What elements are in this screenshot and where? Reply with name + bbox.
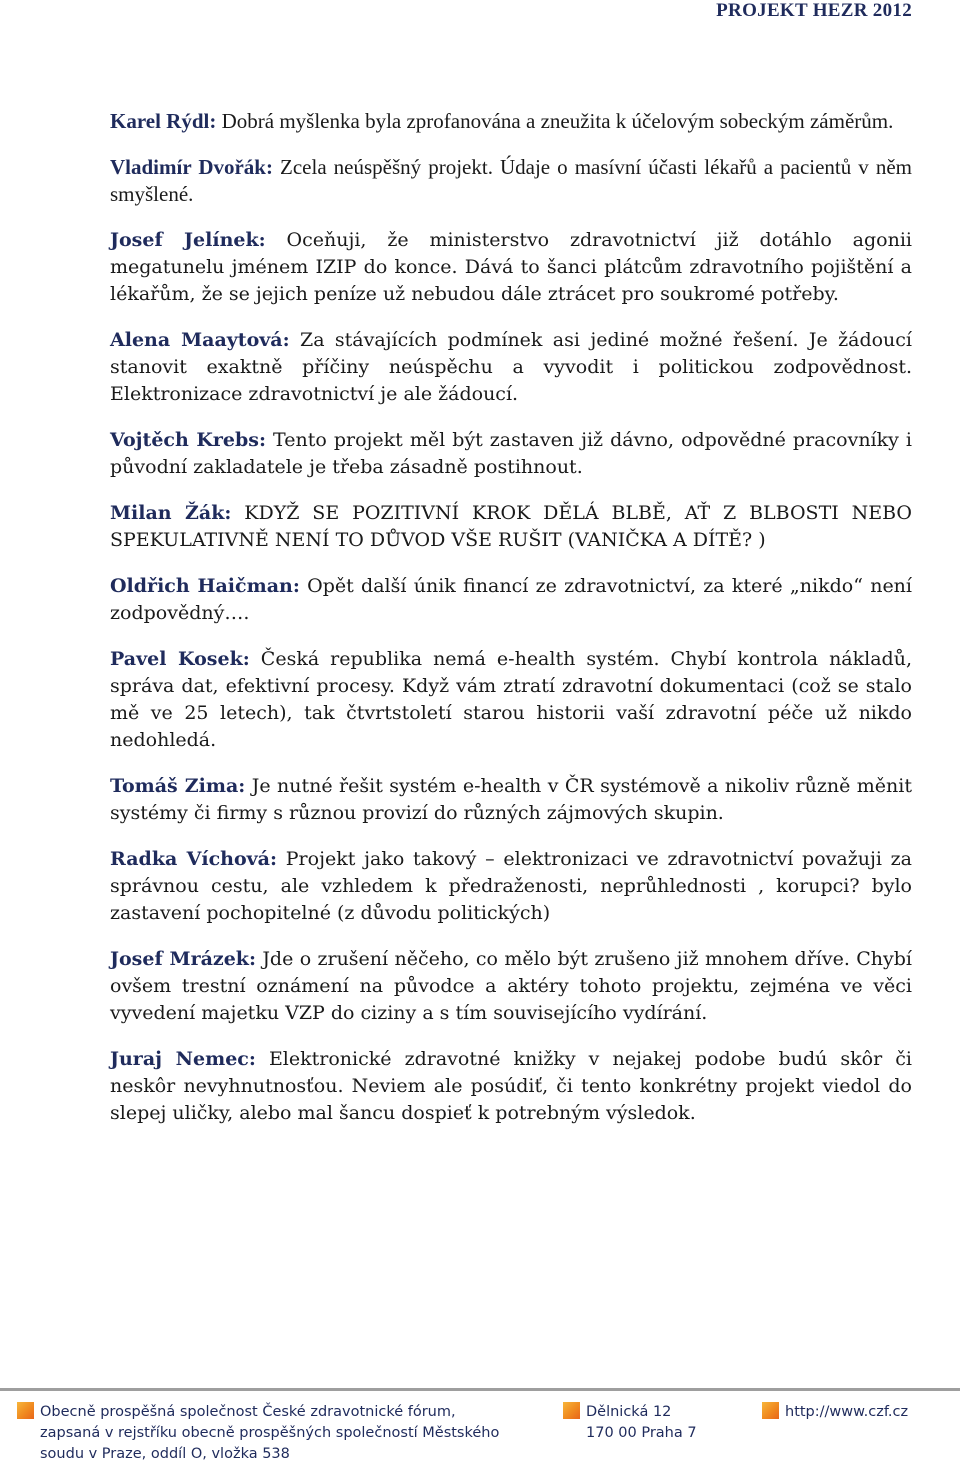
comment-author: Oldřich Haičman:: [110, 575, 300, 597]
footer-divider: [0, 1388, 960, 1391]
comment-paragraph: [110, 846, 912, 927]
comment-text: Tento projekt měl být zastaven již dávno, odpovědné pracovníky i původní zakladatele je třeba zásadně postihnout.: [110, 429, 912, 478]
comment-text: Dobrá myšlenka byla zprofanována a zneužita k účelovým sobeckým záměrům.: [216, 109, 894, 133]
footer-website: [762, 1402, 908, 1423]
comment-paragraph: [110, 327, 912, 408]
comment-text: Jde o zrušení něčeho, co mělo být zrušeno již mnohem dříve. Chybí ovšem trestní oznámení na původce a aktéry tohoto projektu, zejména ve věci vyvedení majetku VZP do ciziny a s tím souvisejícího vydírání.: [110, 948, 912, 1024]
footer-organization: [17, 1402, 499, 1465]
comment-paragraph: [110, 227, 912, 308]
comment-paragraph: [110, 646, 912, 754]
footer-address: [563, 1402, 697, 1444]
comment-author: Radka Víchová:: [110, 848, 278, 870]
comment-text: KDYŽ SE POZITIVNÍ KROK DĚLÁ BLBĚ, AŤ Z BLBOSTI NEBO SPEKULATIVNĚ NENÍ TO DŮVOD VŠE RUŠIT (VANIČKA A DÍTĚ? ): [110, 502, 912, 551]
comments-section: [110, 108, 912, 1146]
comment-text: Oceňuji, že ministerstvo zdravotnictví již dotáhlo agonii megatunelu jménem IZIP do konce. Dává to šanci plátcům zdravotního pojištění a lékařům, že se jejich peníze už nebudou dále ztrácet pro soukromé potřeby.: [110, 229, 912, 305]
comment-text: Za stávajících podmínek asi jediné možné řešení. Je žádoucí stanovit exaktně příčiny neúspěchu a vyvodit i politickou zodpovědnost. Elektronizace zdravotnictví je ale žádoucí.: [110, 329, 912, 405]
comment-paragraph: [110, 108, 912, 135]
comment-author: Karel Rýdl:: [110, 109, 217, 133]
orange-square-icon: [762, 1402, 779, 1419]
footer-org-line2: zapsaná v rejstříku obecně prospěšných společností Městského: [40, 1425, 500, 1441]
document-header-title: PROJEKT HEZR 2012: [716, 0, 912, 21]
footer-org-line3: soudu v Praze, oddíl O, vložka 538: [40, 1446, 290, 1462]
comment-paragraph: [110, 154, 912, 208]
comment-text: Elektronické zdravotné knižky v nejakej podobe budú skôr či neskôr nevyhnutnosťou. Neviem ale posúdiť, či tento konkrétny projekt viedol do slepej uličky, alebo mal šancu dospieť k potrebným výsledok.: [110, 1048, 912, 1124]
comment-author: Tomáš Zima:: [110, 775, 246, 797]
comment-author: Milan Žák:: [110, 502, 232, 524]
comment-author: Juraj Nemec:: [110, 1048, 256, 1070]
comment-text: Projekt jako takový – elektronizaci ve zdravotnictví považuji za správnou cestu, ale vzhledem k předraženosti, neprůhlednosti , korupci? bylo zastavení pochopitelné (z důvodu politických): [110, 848, 913, 924]
footer-org-line1: Obecně prospěšná společnost České zdravotnické fórum,: [40, 1404, 456, 1420]
comment-paragraph: [110, 573, 912, 627]
comment-text: Opět další únik financí ze zdravotnictví, za které „nikdo“ není zodpovědný….: [110, 575, 913, 624]
comment-paragraph: [110, 500, 912, 554]
comment-author: Vladimír Dvořák:: [110, 155, 273, 179]
comment-author: Vojtěch Krebs:: [110, 429, 267, 451]
website-link[interactable]: http://www.czf.cz: [785, 1404, 909, 1420]
comment-text: Česká republika nemá e-health systém. Chybí kontrola nákladů, správa dat, efektivní procesy. Když vám ztratí zdravotní dokumentaci (což se stalo mě ve 25 letech), tak čtvrtstoletí starou historii vaší zdravotní péče už nikdo nedohledá.: [110, 648, 912, 751]
comment-paragraph: [110, 427, 912, 481]
comment-paragraph: [110, 946, 912, 1027]
orange-square-icon: [17, 1402, 34, 1419]
comment-author: Josef Mrázek:: [110, 948, 256, 970]
orange-square-icon: [563, 1402, 580, 1419]
footer-address-line2: 170 00 Praha 7: [586, 1425, 697, 1441]
comment-paragraph: [110, 773, 912, 827]
comment-author: Alena Maaytová:: [110, 329, 290, 351]
comment-paragraph: [110, 1046, 912, 1127]
comment-text: Je nutné řešit systém e-health v ČR systémově a nikoliv různě měnit systémy či firmy s různou provizí do různých zájmových skupin.: [110, 775, 912, 824]
comment-text: Zcela neúspěšný projekt. Údaje o masívní účasti lékařů a pacientů v něm smyšlené.: [110, 155, 912, 206]
footer-address-line1: Dělnická 12: [586, 1404, 672, 1420]
comment-author: Pavel Kosek:: [110, 648, 250, 670]
comment-author: Josef Jelínek:: [110, 229, 266, 251]
